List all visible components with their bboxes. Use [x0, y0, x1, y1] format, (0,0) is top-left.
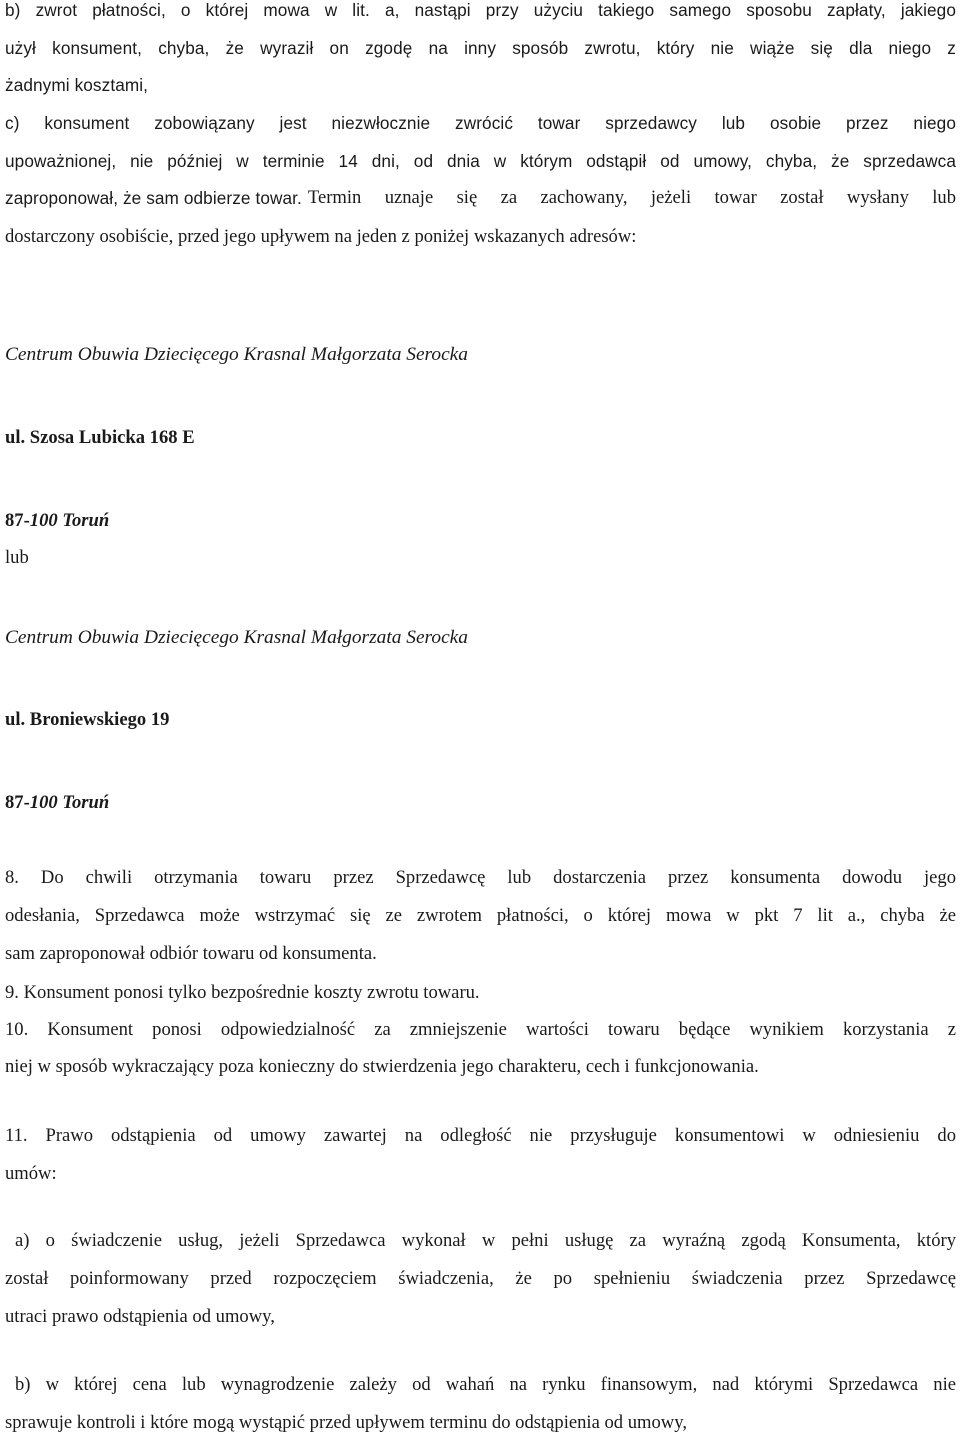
paragraph-b-line-3: żadnymi kosztami,	[5, 75, 149, 95]
paragraph-b-line-2: użył konsument, chyba, że wyraził on zgodę na inny sposób zwrotu, który nie wiąże się dla niego z	[5, 38, 956, 58]
address-1-postal: 87-	[5, 510, 30, 531]
point-11-line-2: umów:	[5, 1163, 57, 1184]
point-11b-line-2: sprawuje kontroli i które mogą wystąpić przed upływem terminu do odstąpienia od umowy,	[5, 1412, 687, 1433]
paragraph-c-line-2: upoważnionej, nie później w terminie 14 dni, od dnia w którym odstąpił od umowy, chyba, że sprzedawca	[5, 151, 956, 171]
paragraph-c-line-4: dostarczony osobiście, przed jego upływem na jeden z poniżej wskazanych adresów:	[5, 226, 637, 247]
point-11a-line-3: utraci prawo odstąpienia od umowy,	[5, 1306, 275, 1327]
paragraph-c-line-3-sans: zaproponował, że sam odbierze towar.	[5, 188, 302, 208]
paragraph-c-line-1: c) konsument zobowiązany jest niezwłocznie zwrócić towar sprzedawcy lub osobie przez niego	[5, 113, 956, 133]
paragraph-c-line-3-serif: Termin uznaje się za zachowany, jeżeli towar został wysłany lub	[307, 187, 956, 208]
address-1-name: Centrum Obuwia Dziecięcego Krasnal Małgorzata Serocka	[5, 344, 468, 365]
point-11-line-1: 11. Prawo odstąpienia od umowy zawartej na odległość nie przysługuje konsumentowi w odniesieniu do	[5, 1125, 956, 1146]
point-8-line-1: 8. Do chwili otrzymania towaru przez Sprzedawcę lub dostarczenia przez konsumenta dowodu jego	[5, 867, 956, 888]
point-10-line-2: niej w sposób wykraczający poza konieczny do stwierdzenia jego charakteru, cech i funkcjonowania.	[5, 1056, 759, 1077]
address-2-city-line	[5, 792, 956, 814]
address-1-city: 100 Toruń	[29, 510, 110, 531]
address-1-city-line	[5, 510, 956, 532]
or-label: lub	[5, 547, 29, 568]
paragraph-b-line-1: b) zwrot płatności, o której mowa w lit. a, nastąpi przy użyciu takiego samego sposobu zapłaty, jakiego	[5, 0, 956, 20]
point-10-line-1: 10. Konsument ponosi odpowiedzialność za zmniejszenie wartości towaru będące wynikiem korzystania z	[5, 1019, 956, 1040]
address-2-postal: 87-	[5, 792, 30, 813]
address-2-city: 100 Toruń	[29, 792, 110, 813]
point-11a-line-2: został poinformowany przed rozpoczęciem świadczenia, że po spełnieniu świadczenia przez Sprzedawcę	[5, 1268, 956, 1289]
point-11b-line-1: b) w której cena lub wynagrodzenie zależy od wahań na rynku finansowym, nad którymi Sprzedawca nie	[15, 1374, 956, 1395]
address-2-street: ul. Broniewskiego 19	[5, 709, 170, 730]
address-1-street: ul. Szosa Lubicka 168 E	[5, 427, 195, 448]
point-11a-line-1: a) o świadczenie usług, jeżeli Sprzedawca wykonał w pełni usługę za wyraźną zgodą Konsumenta, który	[15, 1230, 956, 1251]
paragraph-c-line-3	[5, 187, 956, 209]
point-9: 9. Konsument ponosi tylko bezpośrednie koszty zwrotu towaru.	[5, 982, 480, 1003]
point-8-line-2: odesłania, Sprzedawca może wstrzymać się ze zwrotem płatności, o której mowa w pkt 7 lit a., chyba że	[5, 905, 956, 926]
point-8-line-3: sam zaproponował odbiór towaru od konsumenta.	[5, 943, 377, 964]
address-2-name: Centrum Obuwia Dziecięcego Krasnal Małgorzata Serocka	[5, 627, 468, 648]
